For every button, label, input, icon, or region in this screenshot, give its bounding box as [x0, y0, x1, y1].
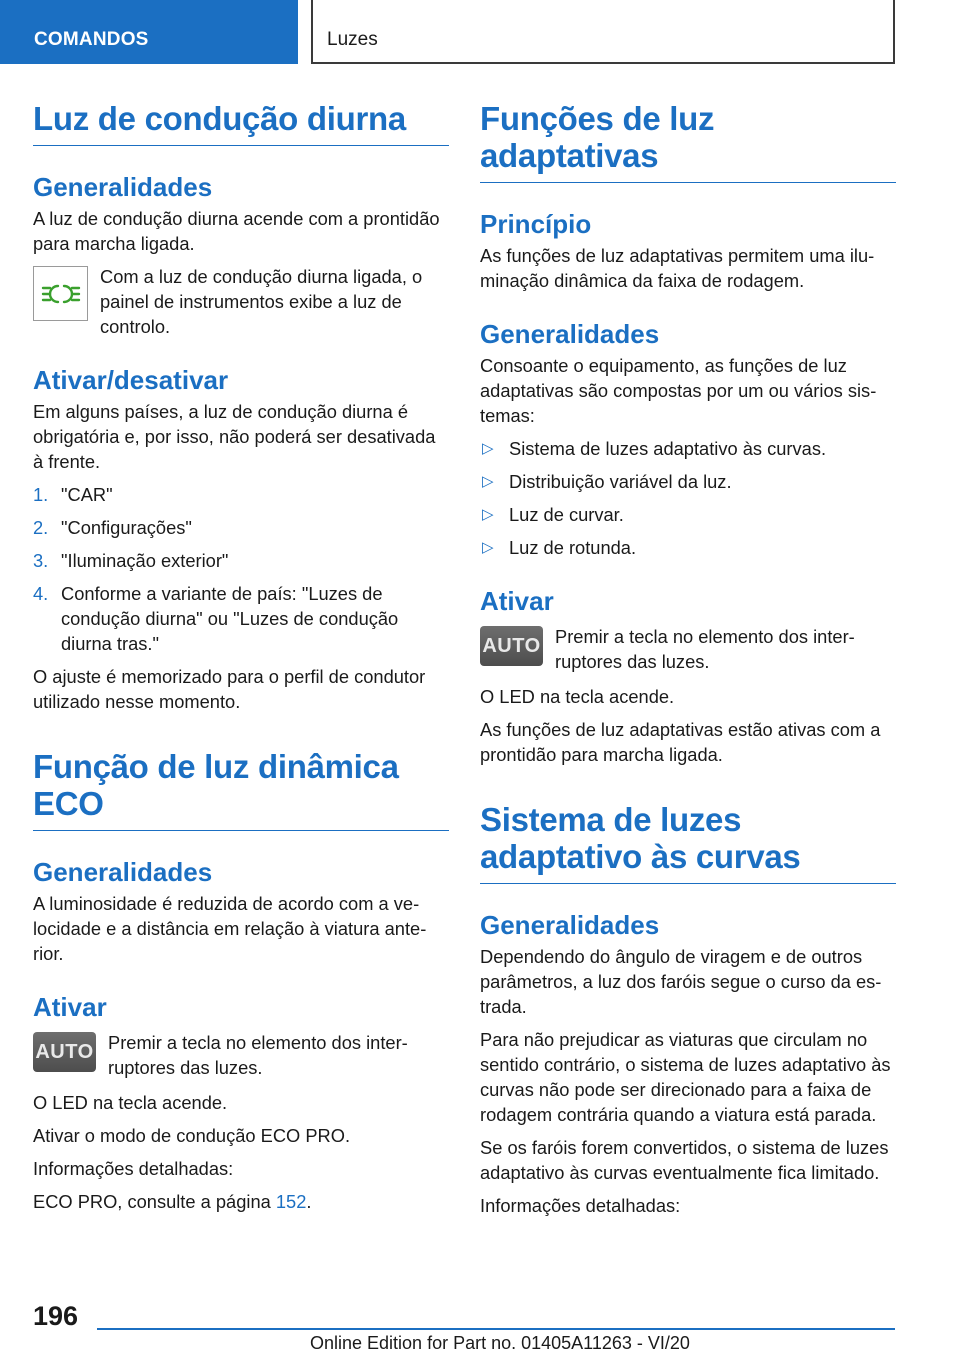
paragraph: Consoante o equipamento, as funções de luz adaptativas são compostas por um ou vários sistemas:	[480, 355, 877, 426]
left-column	[33, 100, 449, 1222]
paragraph: Informações detalhadas:	[33, 1158, 234, 1179]
subheading-activate: Ativar	[480, 586, 554, 616]
button-note-text: Premir a tecla no elemento dos interruptores das luzes.	[108, 1032, 408, 1078]
section-label: COMANDOS	[34, 29, 149, 50]
paragraph: A luminosidade é reduzida de acordo com a velocidade e a distância em relação à viatura anterior.	[33, 893, 427, 964]
paragraph: A luz de condução diurna acende com a prontidão para marcha ligada.	[33, 208, 440, 254]
list-item-text: Distribuição variável da luz.	[509, 471, 732, 492]
reference-text: ECO PRO, consulte a página	[33, 1191, 276, 1212]
subheading-activate-deactivate: Ativar/desativar	[33, 365, 229, 395]
paragraph: O LED na tecla acende.	[33, 1092, 228, 1113]
subheading-principle: Princípio	[480, 209, 592, 239]
subheading-general: Generalidades	[33, 172, 213, 202]
list-item	[480, 502, 896, 527]
indicator-note	[33, 264, 449, 339]
list-item-text: Sistema de luzes adaptativo às curvas.	[509, 438, 827, 459]
list-item	[33, 482, 449, 507]
list-item	[480, 469, 896, 494]
auto-button-icon: AUTO	[33, 1032, 96, 1072]
heading-adaptive-curve-lights: Sistema de luzes adaptativo às curvas	[480, 801, 896, 884]
paragraph: Informações detalhadas:	[480, 1195, 681, 1216]
auto-button-icon: AUTO	[480, 626, 543, 666]
daytime-running-light-icon	[33, 266, 88, 321]
triangle-bullet-icon: ▷	[482, 473, 494, 490]
subheading-activate: Ativar	[33, 992, 107, 1022]
list-item	[480, 436, 896, 461]
footer-divider	[97, 1328, 895, 1330]
icon-frame	[480, 624, 543, 666]
indicator-note-text: Com a luz de condução diurna ligada, o painel de instrumentos exibe a luz de controlo.	[100, 266, 423, 337]
paragraph: O LED na tecla acende.	[480, 686, 675, 707]
triangle-bullet-icon: ▷	[482, 440, 494, 457]
step-number: 3.	[33, 550, 49, 571]
step-text: "Configurações"	[61, 517, 192, 538]
paragraph: Em alguns países, a luz de condução diurna é obrigatória e, por isso, não poderá ser desativada à frente.	[33, 401, 436, 472]
page-link[interactable]: 152	[275, 1191, 307, 1212]
section-tab	[0, 0, 298, 64]
button-note	[33, 1030, 449, 1080]
step-text: "Iluminação exterior"	[61, 550, 229, 571]
triangle-bullet-icon: ▷	[482, 539, 494, 556]
edition-info: Online Edition for Part no. 01405A11263 - VI/20	[310, 1333, 690, 1353]
heading-eco-light-function: Função de luz dinâmica ECO	[33, 748, 449, 831]
systems-list	[480, 436, 896, 560]
step-text: "CAR"	[61, 484, 113, 505]
icon-frame	[33, 1030, 96, 1072]
heading-adaptive-light-functions: Funções de luz adaptativas	[480, 100, 896, 183]
paragraph: As funções de luz adaptativas permitem uma iluminação dinâmica da faixa de rodagem.	[480, 245, 875, 291]
step-text: Conforme a variante de país: "Luzes de condução diurna" ou "Luzes de condução diurna tras."	[61, 583, 399, 654]
list-item-text: Luz de curvar.	[509, 504, 624, 525]
paragraph: As funções de luz adaptativas estão ativas com a prontidão para marcha ligada.	[480, 719, 881, 765]
settings-steps	[33, 482, 449, 656]
paragraph-reference	[33, 1189, 449, 1214]
reference-suffix: .	[306, 1191, 312, 1212]
paragraph: Dependendo do ângulo de viragem e de outros parâmetros, a luz dos faróis segue o curso da estrada.	[480, 946, 882, 1017]
list-item	[480, 535, 896, 560]
topic-header	[311, 0, 895, 64]
paragraph: Se os faróis forem convertidos, o sistema de luzes adaptativo às curvas eventualmente fica limitado.	[480, 1137, 889, 1183]
list-item-text: Luz de rotunda.	[509, 537, 637, 558]
triangle-bullet-icon: ▷	[482, 506, 494, 523]
button-note-text: Premir a tecla no elemento dos interruptores das luzes.	[555, 626, 855, 672]
paragraph: O ajuste é memorizado para o perfil de condutor utilizado nesse momento.	[33, 666, 426, 712]
step-number: 1.	[33, 484, 49, 505]
step-number: 4.	[33, 583, 49, 604]
list-item	[33, 548, 449, 573]
paragraph: Para não prejudicar as viaturas que circulam no sentido contrário, o sistema de luzes adaptativo às curvas não pode ser direcionado para a faixa de rodagem contrária quando a viatura está parada.	[480, 1029, 891, 1125]
subheading-general: Generalidades	[480, 910, 660, 940]
page-number: 196	[33, 1301, 79, 1331]
list-item	[33, 515, 449, 540]
button-note	[480, 624, 896, 674]
heading-daytime-running-lights: Luz de condução diurna	[33, 100, 449, 146]
list-item	[33, 581, 449, 656]
subheading-general: Generalidades	[33, 857, 213, 887]
paragraph: Ativar o modo de condução ECO PRO.	[33, 1125, 351, 1146]
subheading-general: Generalidades	[480, 319, 660, 349]
step-number: 2.	[33, 517, 49, 538]
topic-label: Luzes	[327, 29, 378, 50]
right-column	[480, 100, 896, 1226]
icon-frame	[33, 264, 88, 321]
